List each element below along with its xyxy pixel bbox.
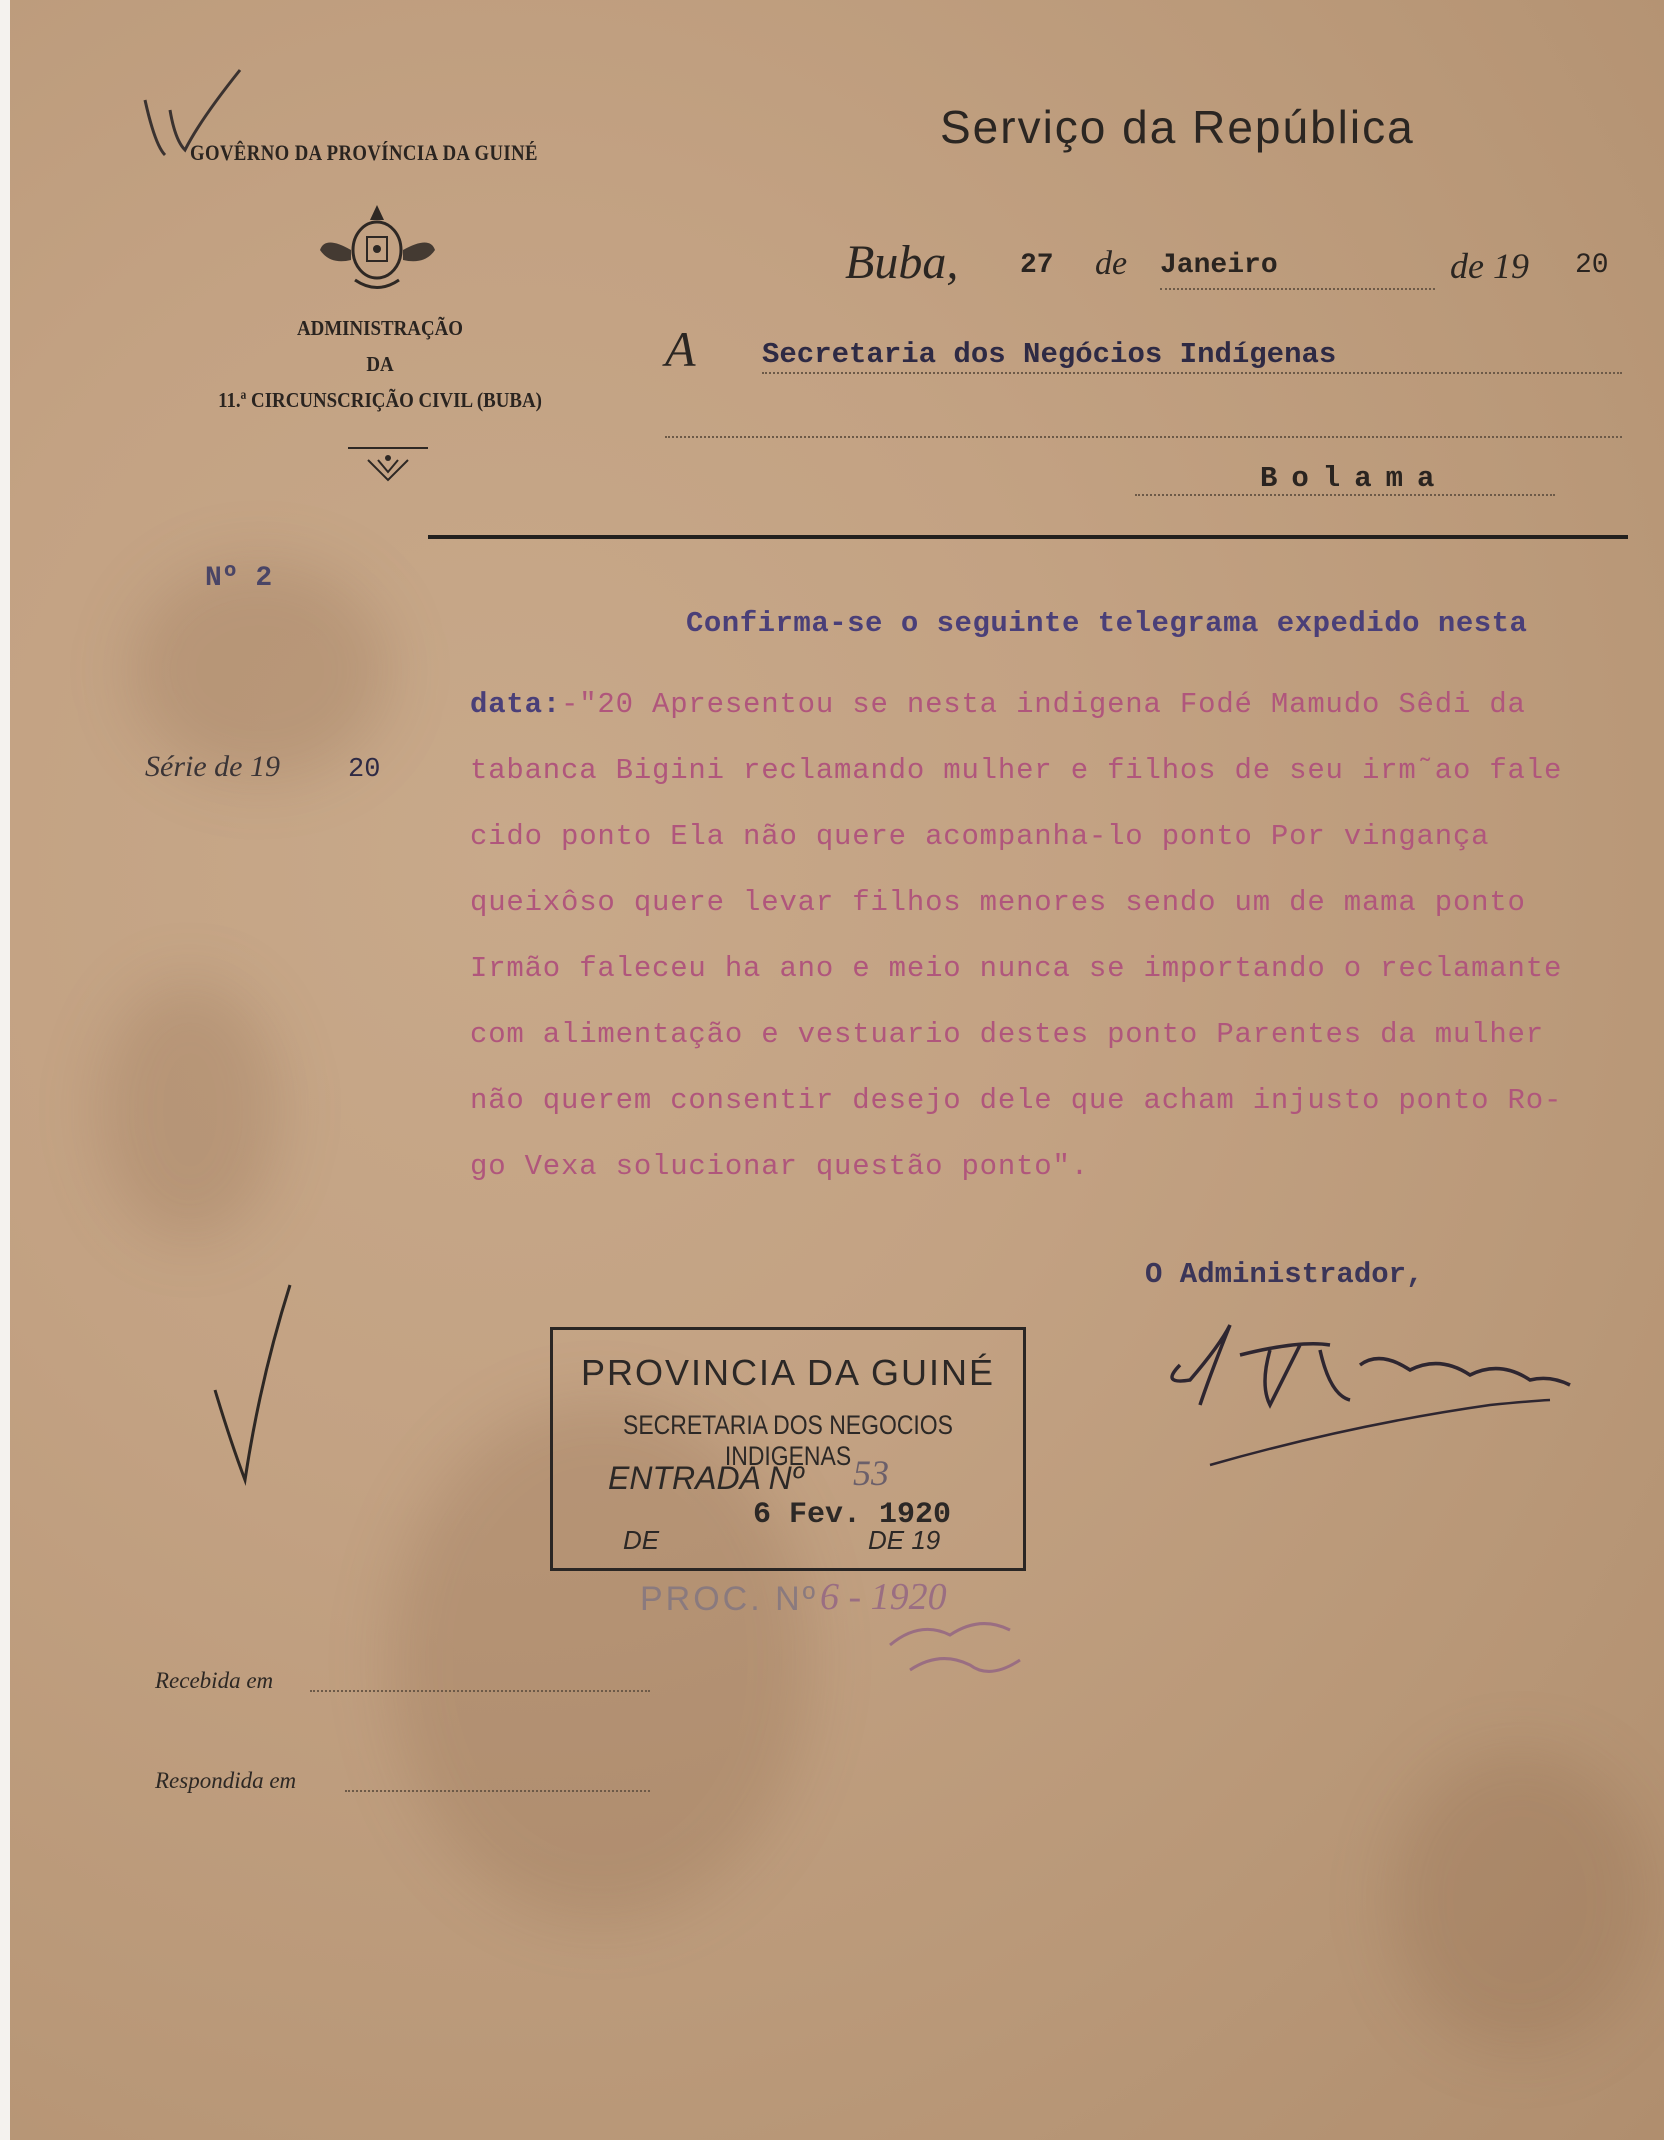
series-year: 20 [348, 755, 381, 785]
body-line: queixôso quere levar filhos menores sendo um de mama ponto [470, 886, 1526, 919]
answered-label: Respondida em [155, 1768, 297, 1793]
answered-dotted-line [345, 1790, 650, 1792]
body-line: go Vexa solucionar questão ponto". [470, 1150, 1089, 1183]
date-year: 20 [1575, 250, 1609, 281]
coat-of-arms-icon [315, 195, 440, 295]
body-intro: Confirma-se o seguinte telegrama expedido nesta [686, 607, 1528, 640]
processing-label: PROC. Nº [640, 1580, 819, 1618]
addressee-city: Bolama [1260, 462, 1449, 495]
stamp-date: 6 Fev. 1920 [753, 1498, 952, 1532]
administration-line: DA [366, 352, 394, 376]
body-line: Irmão faleceu ha ano e meio nunca se importando o reclamante [470, 952, 1563, 985]
checkmark-icon [200, 1280, 310, 1490]
document-number: Nº 2 [205, 563, 273, 594]
ornament-icon [348, 440, 428, 490]
date-day: 27 [1020, 250, 1054, 281]
service-title: Serviço da República [940, 101, 1415, 153]
registration-stamp [550, 1327, 1026, 1571]
date-city: Buba, [845, 236, 959, 289]
processing-handwritten: 6 - 1920 [820, 1576, 947, 1618]
stamp-de19-label: DE 19 [868, 1525, 941, 1555]
date-dotted-line [1160, 288, 1435, 290]
stamp-secretariat: SECRETARIA DOS NEGOCIOS INDIGENAS [623, 1410, 953, 1471]
stamp-province: PROVINCIA DA GUINÉ [580, 1352, 996, 1393]
administration-line: 11.ª CIRCUNSCRIÇÃO CIVIL (BUBA) [218, 388, 542, 412]
received-label: Recebida em [155, 1668, 274, 1693]
body-line: com alimentação e vestuario destes ponto Parentes da mulher [470, 1018, 1544, 1051]
stamp-entry-label: ENTRADA Nº [608, 1460, 804, 1496]
date-year-label: de 19 [1450, 246, 1529, 286]
addressee-name: Secretaria dos Negócios Indígenas [762, 338, 1337, 371]
handwritten-signature-icon [1150, 1305, 1600, 1485]
body-line-text: -"20 Apresentou se nesta indigena Fodé Mamudo Sêdi da [561, 688, 1526, 721]
body-line: tabanca Bigini reclamando mulher e filhos de seu irm˜ao fale [470, 754, 1563, 787]
initials-scribble-icon [880, 1600, 1050, 1690]
government-title: GOVÊRNO DA PROVÍNCIA DA GUINÉ [190, 140, 538, 165]
administration-block [160, 310, 600, 418]
date-de-label: de [1095, 245, 1128, 282]
received-dotted-line [310, 1690, 650, 1692]
date-month: Janeiro [1160, 250, 1278, 281]
body-line: não querem consentir desejo dele que acham injusto ponto Ro- [470, 1084, 1563, 1117]
document-page [10, 0, 1664, 2140]
header-rule [428, 535, 1628, 539]
administration-line: ADMINISTRAÇÃO [297, 316, 463, 340]
stamp-entry-number: 53 [853, 1453, 889, 1493]
body-line [470, 688, 1526, 721]
addressee-dotted-line [762, 372, 1622, 374]
addressee-dotted-line [665, 436, 1622, 438]
signature-title: O Administrador, [1145, 1258, 1424, 1291]
addressee-prefix: A [665, 321, 696, 377]
city-dotted-line [1135, 494, 1555, 496]
body-line: cido ponto Ela não quere acompanha-lo ponto Por vingança [470, 820, 1490, 853]
series-label: Série de 19 [145, 750, 280, 783]
body-lead: data: [470, 688, 562, 721]
stamp-de-label: DE [623, 1525, 660, 1555]
